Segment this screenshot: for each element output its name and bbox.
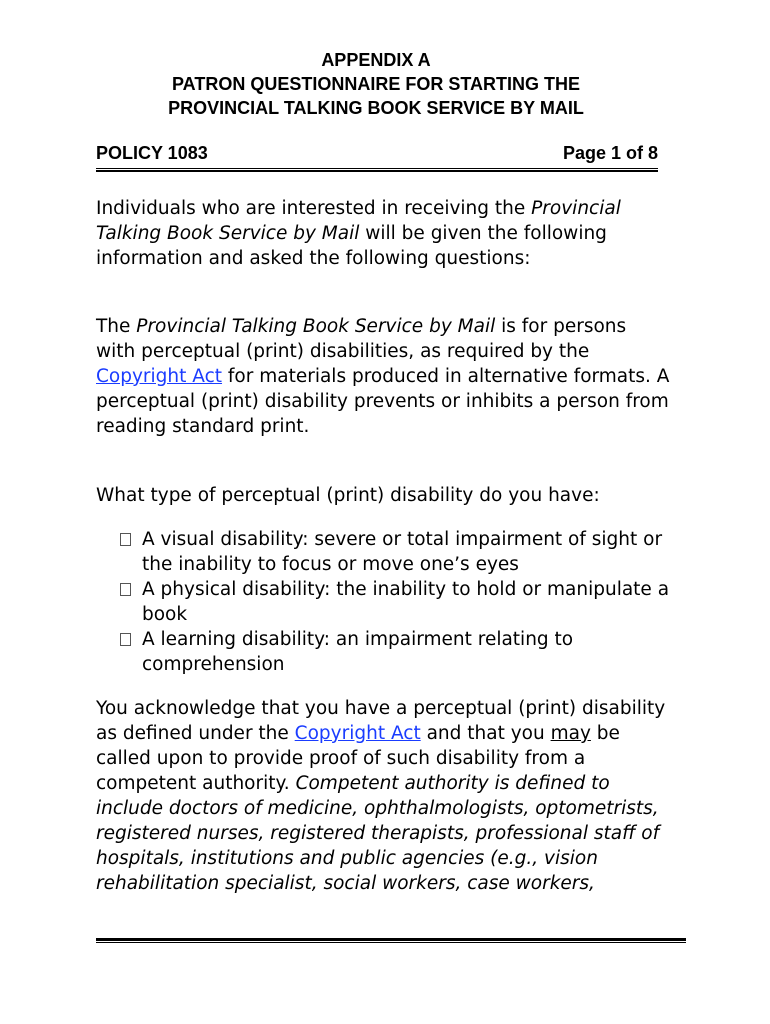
definition-text-end: for materials produced in alternative formats. A perceptual (print) disability prevents or inhibits a person from reading standard print.	[96, 366, 670, 437]
document-header	[96, 48, 656, 120]
may-underlined: may	[550, 723, 591, 744]
checkbox-visual[interactable]	[120, 533, 131, 546]
service-name-italic: Provincial Talking Book Service by Mail	[96, 198, 621, 244]
option-learning	[120, 627, 680, 677]
competent-authority-italic: Competent authority is defined to include doctors of medicine, ophthalmologists, optometrists, registered nurses, registered therapists, professional staff of hospitals, institutions and public agencies (e.g., vision rehabilitation specialist, social workers, case workers,	[96, 773, 660, 894]
header-divider	[96, 168, 658, 172]
disability-question	[96, 483, 671, 508]
ack-text-mid: and that you	[420, 723, 551, 744]
definition-paragraph	[96, 314, 671, 439]
ack-text-mid2: be called upon to provide proof of such disability from a competent authority.	[96, 723, 620, 794]
footer-divider	[96, 938, 686, 943]
page-number: Page 1 of 8	[562, 143, 658, 163]
policy-row	[96, 142, 658, 164]
option-physical	[120, 577, 680, 627]
copyright-act-link[interactable]: Copyright Act	[96, 366, 223, 387]
ack-text: You acknowledge that you have a perceptual (print) disability as defined under the	[96, 698, 666, 744]
disability-options	[120, 527, 680, 677]
acknowledgement-paragraph	[96, 696, 671, 896]
definition-text-mid: is for persons with perceptual (print) disabilities, as required by the	[96, 316, 627, 362]
service-title: PROVINCIAL TALKING BOOK SERVICE BY MAIL	[168, 98, 584, 118]
intro-text-end: will be given the following information and asked the following questions:	[96, 223, 607, 269]
questionnaire-title: PATRON QUESTIONNAIRE FOR STARTING THE	[172, 74, 580, 94]
intro-text: Individuals who are interested in receiving the	[96, 198, 532, 219]
appendix-title: APPENDIX A	[321, 50, 431, 70]
copyright-act-link[interactable]: Copyright Act	[294, 723, 421, 744]
intro-paragraph	[96, 196, 671, 271]
option-label: A physical disability: the inability to hold or manipulate a book	[142, 579, 670, 625]
checkbox-physical[interactable]	[120, 583, 131, 596]
option-label: A learning disability: an impairment relating to comprehension	[142, 629, 574, 675]
service-name-italic: Provincial Talking Book Service by Mail	[136, 316, 496, 337]
policy-number: POLICY 1083	[96, 143, 208, 163]
definition-text: The	[96, 316, 137, 337]
checkbox-learning[interactable]	[120, 633, 131, 646]
option-visual	[120, 527, 680, 577]
question-text: What type of perceptual (print) disability do you have:	[96, 485, 600, 506]
option-label: A visual disability: severe or total impairment of sight or the inability to focus or move one’s eyes	[142, 529, 663, 575]
